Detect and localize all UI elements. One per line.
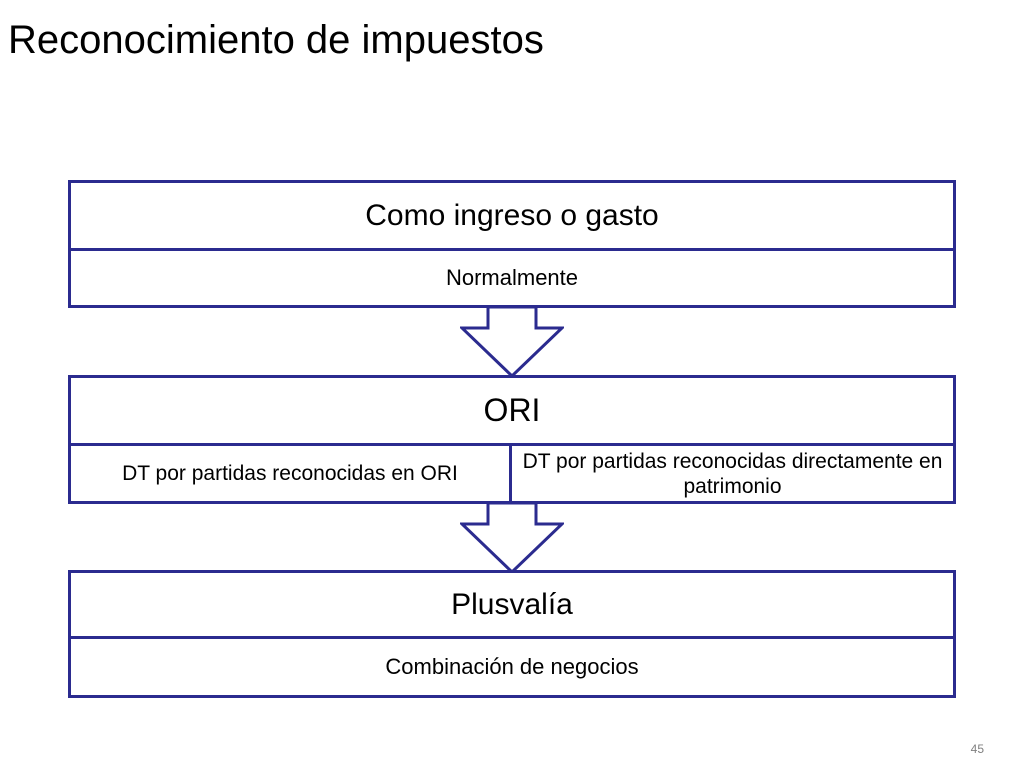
box-plusvalia — [68, 570, 956, 698]
box-subtext: Normalmente — [445, 265, 579, 290]
box-heading: Plusvalía — [71, 573, 953, 639]
box-subtext: Combinación de negocios — [385, 654, 639, 679]
box-heading: Como ingreso o gasto — [71, 183, 953, 251]
box-subtext-left: DT por partidas reconocidas en ORI — [71, 446, 512, 501]
down-arrow-icon — [460, 502, 564, 574]
box-split-row — [71, 446, 953, 501]
page-number: 45 — [970, 742, 984, 756]
box-como-ingreso-o-gasto — [68, 180, 956, 308]
down-arrow-icon — [460, 306, 564, 378]
box-subtext-right: DT por partidas reconocidas directamente en patrimonio — [522, 449, 943, 498]
box-heading: ORI — [71, 378, 953, 446]
page-title: Reconocimiento de impuestos — [8, 18, 544, 62]
box-ori — [68, 375, 956, 504]
